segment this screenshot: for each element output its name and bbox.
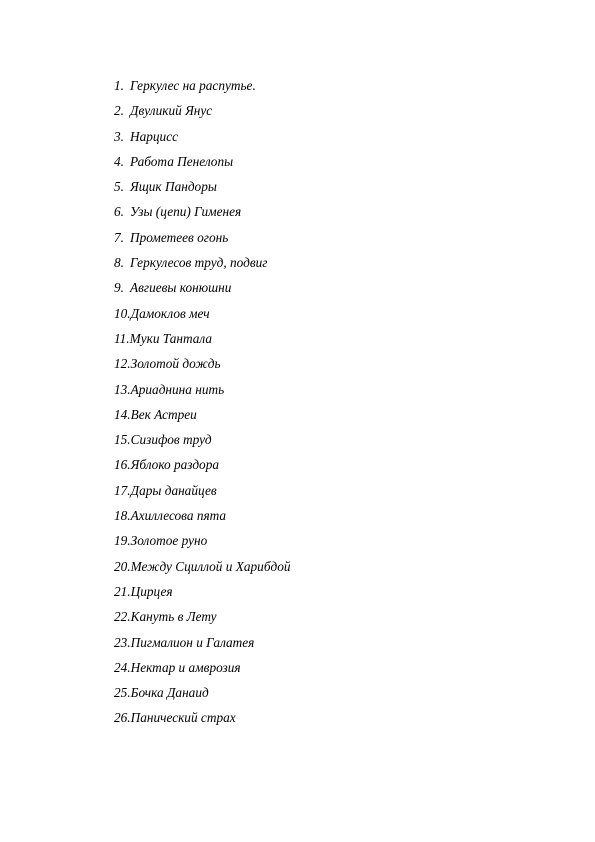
list-item <box>114 481 291 506</box>
list-item-text: Геркулесов труд, подвиг <box>130 255 268 271</box>
list-item-number: 6. <box>114 204 124 220</box>
list-item-number: 7. <box>114 229 124 245</box>
list-item-number: 17. <box>114 482 131 498</box>
list-item <box>114 658 291 683</box>
list-item <box>114 253 291 278</box>
list-item-number: 1. <box>114 78 124 93</box>
list-item <box>114 557 291 582</box>
list-item-text: Ариаднина нить <box>130 381 225 397</box>
list-item-text: Золотое руно <box>130 533 208 549</box>
list-item-text: Яблоко раздора <box>130 457 219 473</box>
list-item-text: Работа Пенелопы <box>130 153 234 169</box>
list-item-text: Геркулес на распутье. <box>130 78 256 93</box>
list-item <box>114 506 291 531</box>
list-item-text: Пигмалион и Галатея <box>130 634 255 650</box>
list-item-text: Муки Тантала <box>129 330 212 346</box>
list-item-text: Век Астреи <box>130 406 197 422</box>
list-item-number: 19. <box>114 533 131 549</box>
list-item <box>114 607 291 632</box>
list-item-number: 18. <box>114 508 131 524</box>
list-item-text: Бочка Данаид <box>130 685 209 701</box>
list-item-text: Сизифов труд <box>130 432 212 448</box>
list-item <box>114 177 291 202</box>
list-item-text: Дамоклов меч <box>130 305 210 321</box>
list-item-number: 9. <box>114 280 124 296</box>
list-item-text: Золотой дождь <box>130 356 221 372</box>
list-item-text: Прометеев огонь <box>130 229 229 245</box>
list-item-text: Нарцисс <box>130 128 178 144</box>
numbered-list <box>114 76 291 734</box>
list-item-number: 13. <box>114 381 131 397</box>
list-item-number: 25. <box>114 685 131 701</box>
list-item <box>114 430 291 455</box>
list-item-number: 2. <box>114 103 124 119</box>
list-item-number: 24. <box>114 659 131 675</box>
list-item-number: 22. <box>114 609 131 625</box>
list-item <box>114 405 291 430</box>
list-item <box>114 202 291 227</box>
list-item-number: 8. <box>114 255 124 271</box>
list-item <box>114 455 291 480</box>
list-item-number: 4. <box>114 153 124 169</box>
list-item <box>114 127 291 152</box>
list-item <box>114 531 291 556</box>
list-item-text: Авгиевы конюшни <box>130 280 232 296</box>
list-item <box>114 278 291 303</box>
list-item-text: Панический страх <box>130 710 236 726</box>
list-item <box>114 304 291 329</box>
list-item-text: Цирцея <box>130 583 173 599</box>
list-item-number: 16. <box>114 457 131 473</box>
list-item-number: 11. <box>114 330 130 346</box>
list-item <box>114 380 291 405</box>
list-item-number: 26. <box>114 710 131 726</box>
list-item <box>114 76 291 101</box>
list-item-number: 21. <box>114 583 131 599</box>
list-item <box>114 354 291 379</box>
list-item <box>114 101 291 126</box>
list-item <box>114 683 291 708</box>
list-item-text: Нектар и амврозия <box>130 659 241 675</box>
list-item-text: Между Сциллой и Харибдой <box>130 558 291 574</box>
list-item-text: Узы (цепи) Гименея <box>130 204 242 220</box>
list-item-number: 15. <box>114 432 131 448</box>
list-item <box>114 582 291 607</box>
list-item-number: 3. <box>114 128 124 144</box>
list-item-text: Ящик Пандоры <box>130 179 217 195</box>
list-item-number: 20. <box>114 558 131 574</box>
list-item-number: 23. <box>114 634 131 650</box>
list-item-number: 5. <box>114 179 124 195</box>
list-item <box>114 633 291 658</box>
list-item-number: 14. <box>114 406 131 422</box>
list-item-number: 10. <box>114 305 131 321</box>
list-item <box>114 329 291 354</box>
list-item-text: Дары данайцев <box>130 482 217 498</box>
list-item-text: Двуликий Янус <box>130 103 213 119</box>
list-item <box>114 228 291 253</box>
list-item <box>114 708 291 733</box>
list-item-text: Ахиллесова пята <box>130 508 227 524</box>
list-item-number: 12. <box>114 356 131 372</box>
list-item <box>114 152 291 177</box>
list-item-text: Кануть в Лету <box>130 609 217 625</box>
